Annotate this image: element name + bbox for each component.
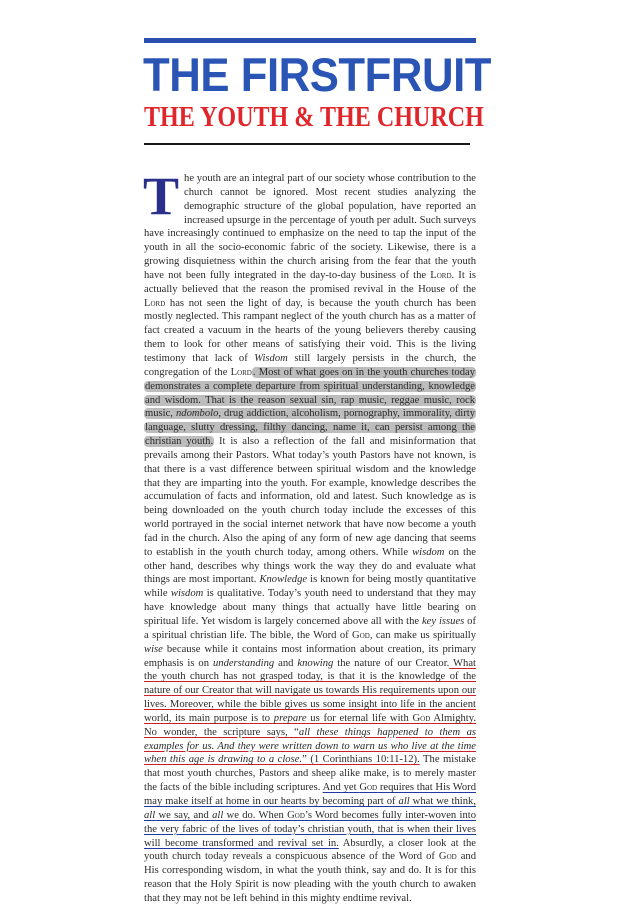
scripture-quote: all these things happened to them as examples for us. And they were written down to warn us who live at the time when this age is drawing to a close.	[144, 726, 476, 766]
drop-cap: T	[143, 166, 180, 226]
god-small-caps: God	[352, 629, 370, 641]
god-small-caps: God	[438, 851, 457, 863]
body-text: because while it contains most information about creation, its primary emphasis is on	[144, 643, 476, 669]
emphasis-text: prepare	[273, 712, 307, 724]
underlined-text: And yet	[322, 782, 360, 794]
red-underlined-passage[interactable]	[144, 658, 476, 766]
body-text: of a spiritual christian life. The bible, the Word of	[144, 616, 476, 641]
emphasis-text: knowing	[297, 657, 334, 669]
lord-small-caps: Lord	[144, 297, 166, 309]
underlined-text: ’s Word becomes fully inter-woven into the very fabric of the lives of today’s christian youth, that is when their lives will become transformed and revival set in.	[144, 809, 476, 849]
highlight-text: , drug addiction, alcoholism, pornography, immorality, dirty language, slutty dressing, filthy dancing, name it, can persist among the christian youth.	[145, 408, 475, 448]
emphasis-text: wisdom	[170, 588, 204, 600]
body-text: the nature of our Creator.	[333, 657, 450, 669]
page-subtitle: THE YOUTH & THE CHURCH	[144, 102, 484, 133]
page-title: THE FIRSTFRUIT	[143, 48, 491, 101]
underlined-text: we say, and	[155, 809, 213, 821]
highlighted-passage[interactable]	[144, 367, 476, 447]
emphasis-text: all	[212, 809, 224, 821]
body-text: and His corresponding wisdom, in what the youth think, say and do. It is for this reason that the Holy Spirit is now pleading with the youth church to awaken that they may not be left behind in this mighty endtime revival.	[144, 851, 476, 904]
header-divider	[144, 143, 470, 145]
article-body	[143, 166, 477, 906]
underlined-text: requires that His Word may make itself at home in our hearts by becoming part of	[144, 782, 476, 807]
body-text: and	[274, 657, 298, 669]
lord-small-caps: Lord	[430, 269, 452, 281]
emphasis-text: ndombolo	[176, 408, 219, 420]
highlight-text: . Most of what goes on in the youth churches today demonstrates a complete departure from spiritual understanding, knowledge and wisdom. That is the reason sexual sin, rap music, reggae music, rock music,	[145, 366, 476, 420]
emphasis-text: wisdom	[412, 546, 445, 558]
body-text: , can make us spiritually	[369, 629, 476, 641]
body-text: has not seen the light of day, is because the youth church has been mostly neglected. This rampant neglect of the youth church has as a matter of fact created a vacuum in the hearts of the young believers thereby causing them to look for other means of satisfying their void. This is the living testimony that lack of	[144, 297, 476, 364]
god-small-caps: God	[412, 712, 431, 724]
underlined-text: we do. When	[223, 809, 288, 821]
underlined-text: what we think,	[409, 795, 476, 807]
body-text: still largely persists in the church, the congregation of the	[144, 352, 476, 378]
body-text: It is also a reflection of the fall and misinformation that prevails among their Pastors. What today’s youth Pastors have not known, is that there is a vast difference between spiritual wisdom and the knowledge that they are imparting into the youth. For example, knowledge describes the accumulation of facts and information, old and latest. Such knowledge as is being downloaded on the youth church today include the excesses of this world portrayed in the social internet network that have now become a youth fad in the church. Also the aping of any form of new age dancing that seems to establish in the youth church today, among others. While	[144, 436, 476, 558]
body-text: on the other hand, describes why things work the way they do and evaluate what things are most important.	[144, 546, 476, 586]
body-text: . It is actually believed that the reason the promised revival in the House of the	[144, 269, 476, 295]
emphasis-text: Knowledge	[259, 574, 308, 586]
body-text: is qualitative. Today’s youth need to understand that they may have knowledge about many things that actually have little bearing on spiritual life. Yet wisdom is largely concerned above all with the	[144, 588, 476, 627]
underlined-text: us for eternal life with	[306, 712, 413, 724]
scripture-reference: ” (1 Corinthians 10:11-12).	[302, 754, 420, 766]
emphasis-text: key issues	[421, 616, 465, 627]
emphasis-text: wise	[144, 643, 163, 655]
emphasis-text: Wisdom	[254, 352, 288, 364]
lord-small-caps: Lord	[230, 366, 252, 378]
emphasis-text: all	[144, 809, 156, 821]
top-rule	[144, 38, 476, 43]
body-text: The mistake that most youth churches, Pastors and sheep alike make, is to merely master the facts of the bible including scriptures.	[144, 754, 477, 794]
god-small-caps: God	[359, 782, 378, 794]
emphasis-text: all	[398, 795, 410, 807]
body-text: is known for being mostly quantitative while	[144, 574, 476, 600]
underlined-text: Almighty. No wonder, the scripture says, “	[144, 712, 476, 738]
emphasis-text: understanding	[212, 657, 275, 669]
body-text: Absurdly, a closer look at the youth church today reveals a conspicuous absence of the Word of	[144, 837, 476, 863]
underlined-text: What the youth church has not grasped today, is that it is the knowledge of the nature of our Creator that will navigate us towards His requirements upon our lives. Moreover, while the bible gives us some insight into life in the ancient world, its main purpose is to	[144, 657, 477, 724]
god-small-caps: God	[287, 809, 305, 821]
body-text: he youth are an integral part of our society whose contribution to the church cannot be ignored. Most recent studies analyzing the demographic structure of the global population, have reported an increased upsurge in the percentage of youth per adult. Such surveys have increasingly continued to emphasize on the need to tap the input of the youth in all the socio-economic fabric of the society. Likewise, there is a growing disquietness within the church arising from the fear that the youth have not been fully integrated in the day-to-day business of the	[144, 173, 476, 281]
